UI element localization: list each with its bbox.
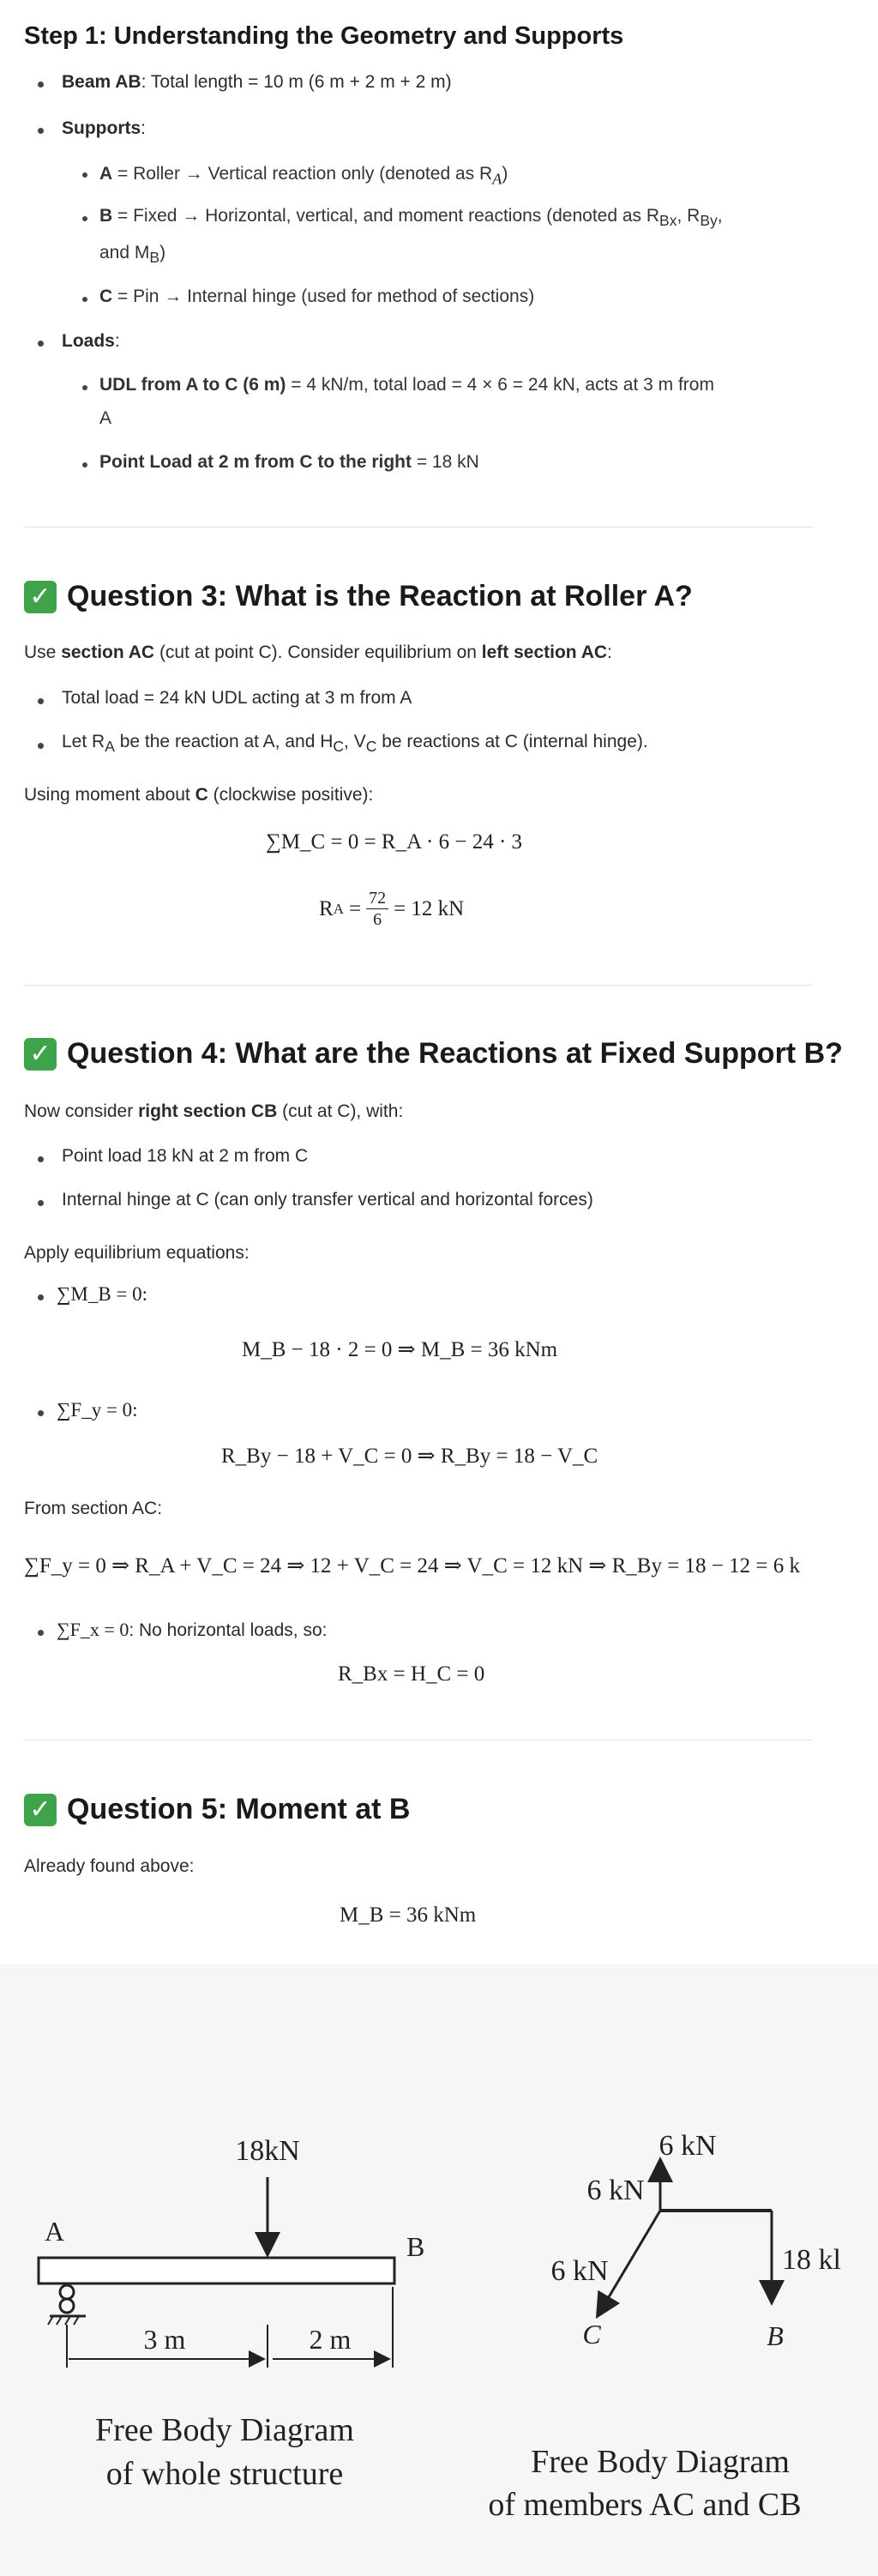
support-b-comma: , [717, 206, 723, 226]
q4-from-ac: From section AC: [24, 1499, 163, 1518]
bullet-dot [38, 1294, 44, 1300]
q3-moment-line [24, 785, 373, 805]
loads-line [62, 331, 120, 352]
support-b-line [99, 206, 723, 230]
q3-b2-mid: be the reaction at A, and H [114, 732, 334, 751]
q3-eq2-rhs: = 12 kN [394, 896, 465, 920]
dim2-label: 2 m [309, 2324, 352, 2355]
divider [24, 527, 813, 528]
q4-sum-fx: ∑F_x = 0 [57, 1619, 129, 1640]
top-force-label: 6 kN [658, 2130, 717, 2162]
point-load-line [99, 452, 479, 473]
q3-intro-mid: (cut at point C). Consider equilibrium on [154, 642, 482, 662]
q3-intro-end: : [607, 642, 612, 662]
bullet-dot [38, 341, 44, 347]
support-b-text: = Fixed → Horizontal, vertical, and moment reactions (denoted as R [112, 206, 660, 226]
support-a-text: = Roller → Vertical reaction only (denoted as R [112, 164, 493, 184]
q4-intro-end: (cut at C), with: [277, 1101, 404, 1121]
beam-label: Beam AB [62, 72, 141, 92]
bullet-dot [38, 698, 44, 704]
support-c-label: C [99, 287, 113, 306]
udl-text: = 4 kN/m, total load = 4 × 6 = 24 kN, acts at 3 m from [286, 375, 714, 395]
q4-eq-fx: R_Bx = H_C = 0 [338, 1662, 485, 1686]
support-b-line2-text: and M [99, 243, 150, 262]
bullet-dot [38, 1410, 44, 1416]
q4-sum-fx-end: : No horizontal loads, so: [129, 1620, 328, 1640]
right-caption-1: Free Body Diagram [531, 2444, 790, 2480]
bullet-dot [38, 1200, 44, 1206]
support-b-end: ) [159, 243, 166, 262]
q3-intro-b1: section AC [61, 642, 155, 662]
bullet-dot [82, 385, 87, 390]
check-icon: ✓ [24, 1794, 57, 1826]
q4-title: Question 4: What are the Reactions at Fixed Support B? [67, 1037, 843, 1070]
ra-sub [492, 162, 502, 188]
beam-text: : Total length = 10 m (6 m + 2 m + 2 m) [141, 72, 452, 92]
sub-a: A [492, 170, 502, 188]
supports-colon: : [141, 118, 147, 138]
q4-eq-long: ∑F_y = 0 ⇒ R_A + V_C = 24 ⇒ 12 + V_C = 24 ⇒ V_C = 12 kN ⇒ R_By = 18 − 12 = 6 k [24, 1554, 800, 1578]
support-c-text: = Pin → Internal hinge (used for method of sections) [112, 287, 535, 306]
bullet-dot [38, 1156, 44, 1162]
q4-eq-fy: R_By − 18 + V_C = 0 ⇒ R_By = 18 − V_C [221, 1445, 598, 1468]
roller-support-icon [48, 2285, 86, 2325]
fbd-svg [0, 1964, 878, 2576]
supports-line [62, 118, 146, 139]
load-label: 18kN [235, 2135, 300, 2167]
q4-apply: Apply equilibrium equations: [24, 1243, 250, 1263]
q3-bullet2 [62, 732, 648, 756]
check-icon: ✓ [24, 581, 57, 613]
q4-intro-b: right section CB [138, 1101, 278, 1121]
bullet-dot [82, 297, 87, 302]
check-icon: ✓ [24, 1038, 57, 1071]
bullet-dot [82, 216, 87, 221]
dim1-label: 3 m [143, 2324, 186, 2355]
q3-eq2-lhs: R [319, 896, 334, 920]
sub-mb: B [149, 249, 160, 267]
left-caption-2: of whole structure [105, 2456, 344, 2492]
point-b-label: B [406, 2231, 425, 2262]
beam-shape [39, 2258, 394, 2283]
q3-title: Question 3: What is the Reaction at Roller A? [67, 580, 693, 612]
q4-sum-fy: ∑F_y = 0: [57, 1399, 138, 1421]
divider [24, 985, 813, 986]
point-c-label: C [582, 2319, 601, 2350]
q4-eq-mb: M_B − 18 · 2 = 0 ⇒ M_B = 36 kNm [242, 1338, 558, 1361]
q3-b2-end: be reactions at C (internal hinge). [376, 732, 648, 751]
support-a-label: A [99, 164, 113, 184]
support-b-mid: , R [677, 206, 701, 226]
support-a-line [99, 162, 508, 188]
loads-colon: : [114, 331, 120, 351]
q3-b2-sub: A [105, 738, 115, 756]
q3-fraction [366, 888, 388, 930]
point-a-label: A [45, 2216, 65, 2247]
q4-intro-pre: Now consider [24, 1101, 139, 1121]
beam-line [62, 72, 452, 93]
step1-title: Step 1: Understanding the Geometry and Supports [24, 22, 624, 50]
q3-intro [24, 642, 612, 663]
q3-denominator: 6 [373, 910, 382, 929]
members-diagram [488, 2130, 841, 2523]
q3-moment-b: C [195, 785, 208, 805]
q5-heading [24, 1793, 410, 1826]
q3-intro-b2: left section AC [481, 642, 608, 662]
point-load-label: Point Load at 2 m from C to the right [99, 452, 412, 472]
udl-line [99, 375, 714, 395]
q5-eq: M_B = 36 kNm [340, 1903, 477, 1927]
right-caption-2: of members AC and CB [488, 2487, 802, 2523]
q3-bullet1: Total load = 24 kN UDL acting at 3 m from A [62, 688, 412, 708]
q3-b2-pre: Let R [62, 732, 105, 751]
whole-structure-diagram [39, 2135, 424, 2492]
q3-b2-sub2: C [333, 738, 345, 756]
q3-b2-mid2: , V [344, 732, 366, 751]
bullet-dot [38, 81, 44, 87]
point-b2-label: B [767, 2320, 784, 2351]
free-body-diagram-image [0, 1964, 878, 2576]
udl-line2: A [99, 408, 112, 428]
q4-bullet2: Internal hinge at C (can only transfer vertical and horizontal forces) [62, 1190, 593, 1210]
support-b-line2 [99, 243, 165, 267]
udl-label: UDL from A to C (6 m) [99, 375, 286, 395]
loads-label: Loads [62, 331, 115, 351]
bullet-dot [82, 462, 87, 468]
q4-sum-fx-line [57, 1619, 327, 1641]
q3-eq2-sub: A [333, 900, 344, 917]
q3-numerator: 72 [366, 888, 388, 909]
support-b-label: B [99, 206, 113, 226]
point-load-text: = 18 kN [412, 452, 479, 472]
q3-eq1: ∑M_C = 0 = R_A · 6 − 24 · 3 [266, 830, 523, 854]
q3-eq2 [319, 888, 464, 930]
q4-intro [24, 1101, 403, 1122]
q3-moment-pre: Using moment about [24, 785, 195, 805]
q4-sum-mb: ∑M_B = 0: [57, 1283, 148, 1305]
q4-bullet1: Point load 18 kN at 2 m from C [62, 1146, 309, 1166]
q3-moment-end: (clockwise positive): [207, 785, 374, 805]
support-a-end: ) [502, 164, 508, 184]
bullet-dot [38, 743, 44, 749]
sub-by: By [700, 212, 718, 230]
q3-heading [24, 580, 693, 613]
bullet-dot [38, 128, 44, 134]
left-caption-1: Free Body Diagram [95, 2412, 354, 2448]
support-c-line [99, 287, 534, 307]
bullet-dot [38, 1630, 44, 1636]
q5-already: Already found above: [24, 1856, 195, 1876]
supports-label: Supports [62, 118, 141, 138]
q3-intro-pre: Use [24, 642, 62, 662]
q3-eq2-eq: = [348, 896, 362, 920]
q5-title: Question 5: Moment at B [67, 1793, 411, 1825]
q3-b2-sub3: C [365, 738, 377, 756]
b-force-label: 18 kl [782, 2244, 841, 2276]
diag-force-label: 6 kN [550, 2255, 609, 2287]
c-force-label: 6 kN [586, 2175, 645, 2206]
q4-heading [24, 1037, 843, 1071]
bullet-dot [82, 172, 87, 178]
sub-bx: Bx [659, 212, 677, 230]
